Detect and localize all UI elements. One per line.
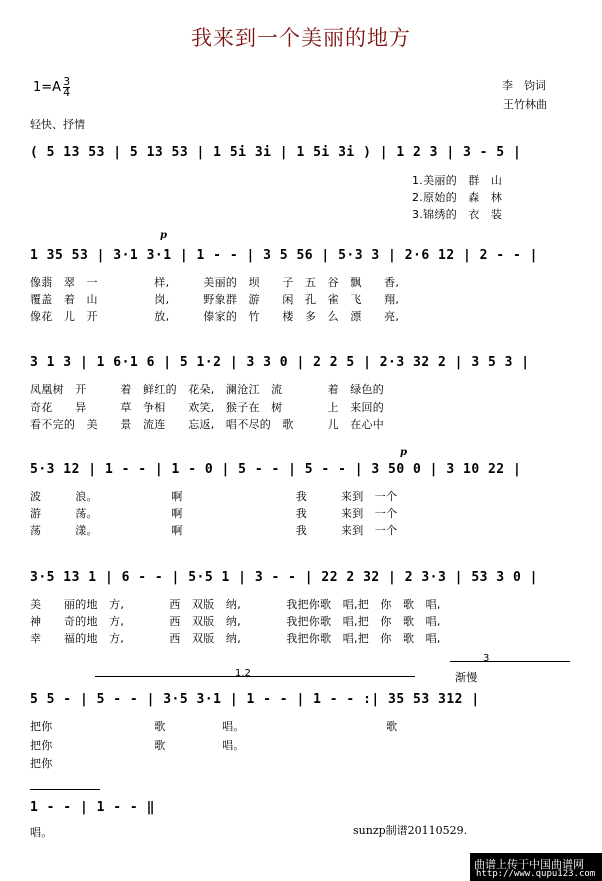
time-num: 3 [63,75,71,88]
tempo-marking: 轻快、抒情 [30,118,85,131]
lyric-2-1: 像翡 翠 一 样, 美丽的 坝 子 五 谷 飘 香, [30,276,400,289]
volta-label-1: 1.2 [235,668,251,679]
lyric-2-3: 像花 儿 开 放, 傣家的 竹 楼 多 么 漂 亮, [30,310,400,323]
key-signature [33,77,70,98]
score-line-7: 1 - - | 1 - - ‖ [30,800,155,815]
dynamic-p: p [160,230,167,241]
lyric-3-1: 凤凰树 开 着 鲜红的 花朵, 澜沧江 流 着 绿色的 [30,383,385,396]
lyric-5-2: 神 奇的地 方, 西 双版 纳, 我把你歌 唱,把 你 歌 唱, [30,615,441,628]
lyric-4-3: 荡 漾。 啊 我 来到 一个 [30,524,398,537]
lyric-5-3: 幸 福的地 方, 西 双版 纳, 我把你歌 唱,把 你 歌 唱, [30,632,441,645]
dynamic-p-2: p [400,447,407,458]
lyricist: 李 钧词 [502,79,546,92]
lyric-4-2: 游 荡。 啊 我 来到 一个 [30,507,398,520]
lyric-5-1: 美 丽的地 方, 西 双版 纳, 我把你歌 唱,把 你 歌 唱, [30,598,441,611]
key-prefix: 1=A [33,80,62,95]
volta-label-3: 3 [483,653,490,664]
lyric-1-1: 1.美丽的 群 山 [412,174,503,187]
score-line-1: ( 5 13 53 | 5 13 53 | 1 5i 3i | 1 5i 3i ) | 1 2 3 | 3 - 5 | [30,145,522,160]
composer: 王竹林曲 [503,98,547,111]
volta-line-end [30,789,100,790]
song-title: 我来到一个美丽的地方 [191,26,411,50]
score-line-6: 5 5 - | 5 - - | 3·5 3·1 | 1 - - | 1 - - :| 35 53 312 | [30,692,480,707]
lyric-4-1: 波 浪。 啊 我 来到 一个 [30,490,398,503]
notation-credit: sunzp制谱20110529. [353,824,468,837]
lyric-3-3: 看不完的 美 景 流连 忘返, 唱不尽的 歌 儿 在心中 [30,418,385,431]
watermark-text: 曲谱上传于中国曲谱网 [474,858,584,871]
tempo-change: 渐慢 [455,671,478,684]
time-den: 4 [63,86,71,99]
lyric-6-1: 把你 歌 唱。 歌 [30,720,398,733]
lyric-6-2: 把你 歌 唱。 [30,739,245,752]
time-signature [63,77,70,98]
score-line-3: 3 1 3 | 1 6·1 6 | 5 1·2 | 3 3 0 | 2 2 5 | 2·3 32 2 | 3 5 3 | [30,355,530,370]
lyric-2-2: 覆盖 着 山 岗, 野象群 游 闲 孔 雀 飞 翔, [30,293,400,306]
lyric-1-2: 2.原始的 森 林 [412,191,503,204]
score-line-5: 3·5 13 1 | 6 - - | 5·5 1 | 3 - - | 22 2 32 | 2 3·3 | 53 3 0 | [30,570,538,585]
lyric-6-3: 把你 [30,757,53,770]
watermark-url: http://www.qupu123.com [476,869,596,879]
score-line-4: 5·3 12 | 1 - - | 1 - 0 | 5 - - | 5 - - | 3 50 0 | 3 10 22 | [30,462,522,477]
lyric-1-3: 3.锦绣的 衣 装 [412,208,503,221]
volta-line-1 [95,676,415,677]
volta-line-3 [450,661,570,662]
lyric-3-2: 奇花 异 草 争相 欢笑, 猴子在 树 上 来回的 [30,401,385,414]
score-line-2: 1 35 53 | 3·1 3·1 | 1 - - | 3 5 56 | 5·3 3 | 2·6 12 | 2 - - | [30,248,538,263]
lyric-7-1: 唱。 [30,826,53,839]
